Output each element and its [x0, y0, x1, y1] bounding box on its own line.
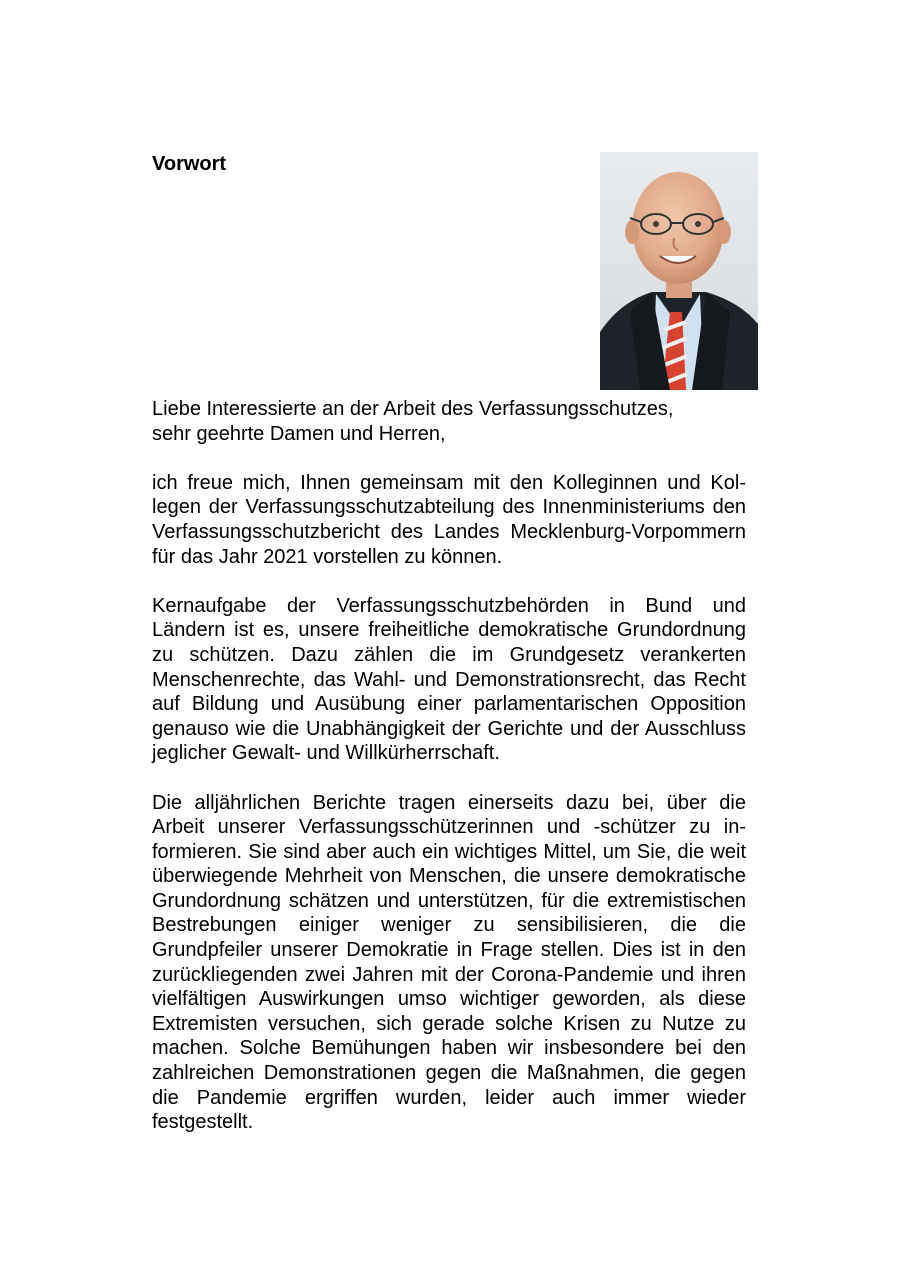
paragraph-intro: ich freue mich, Ihnen gemeinsam mit den Kolleginnen und Kollegen der Verfassungsschutzabteilung des Innenministeriums den Verfassungsschutzbericht des Landes Mecklenburg-Vorpommern für das Jahr 2021 vorstellen zu können. — [152, 471, 746, 568]
greeting-line-1: Liebe Interessierte an der Arbeit des Verfassungsschutzes, — [152, 398, 674, 420]
author-portrait-photo — [600, 152, 758, 390]
page-title: Vorwort — [152, 153, 227, 175]
greeting-line-2: sehr geehrte Damen und Herren, — [152, 422, 446, 445]
body-text — [152, 397, 746, 1159]
paragraph-core-task: Kernaufgabe der Verfassungsschutzbehörden in Bund und Ländern ist es, unsere freiheitliche demokratische Grundordnung zu schützen. Dazu zählen die im Grundgesetz verankerten Menschenrechte, das Wahl- und Demonstrationsrecht, das Recht auf Bildung und Ausübung einer parlamentarischen Opposition genauso wie die Unabhängigkeit der Gerichte und der Ausschluss jeglicher Gewalt- und Willkürherrschaft. — [152, 594, 746, 765]
paragraph-annual-reports: Die alljährlichen Berichte tragen einerseits dazu bei, über die Arbeit unserer Verfassungsschützerinnen und -schützer zu informieren. Sie sind aber auch ein wichtiges Mittel, um Sie, die weit überwiegende Mehrheit von Menschen, die unsere demokratische Grundordnung schätzen und unterstützen, für die extremistischen Bestrebungen einiger weniger zu sensibilisieren, die die Grundpfeiler unserer Demokratie in Frage stellen. Dies ist in den zurückliegenden zwei Jahren mit der Corona-Pandemie und ihren vielfältigen Auswirkungen umso wichtiger geworden, als diese Extremisten versuchen, sich gerade solche Krisen zu Nutze zu machen. Solche Bemühungen haben wir insbesondere bei den zahlreichen Demonstrationen gegen die Maßnahmen, die gegen die Pandemie ergriffen wurden, leider auch immer wieder festgestellt. — [152, 791, 746, 1134]
greeting — [152, 397, 746, 446]
